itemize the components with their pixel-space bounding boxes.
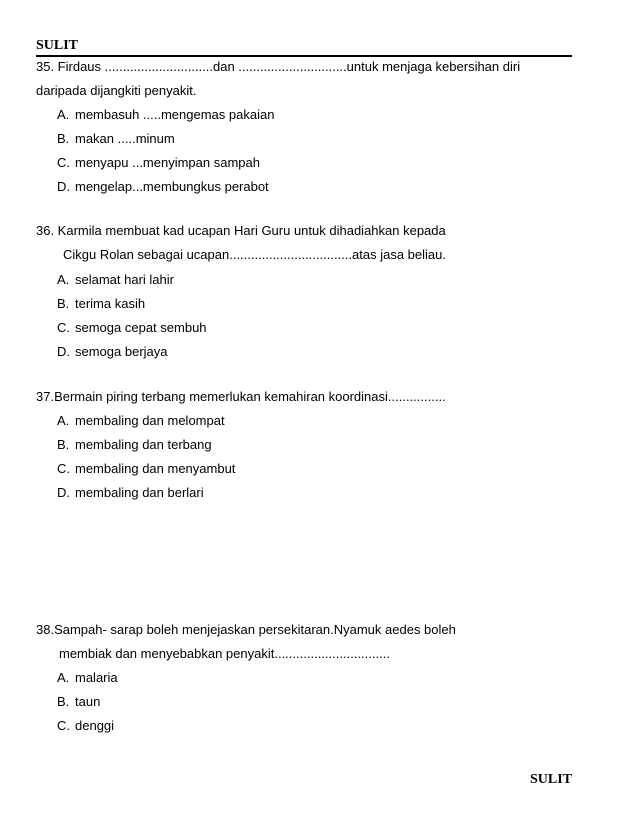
option-text: terima kasih bbox=[75, 296, 146, 311]
question-37-option-c bbox=[57, 461, 235, 477]
option-text: membaling dan berlari bbox=[75, 485, 204, 500]
option-letter: A. bbox=[57, 670, 70, 685]
option-text: semoga berjaya bbox=[75, 344, 168, 359]
option-text: mengelap...membungkus perabot bbox=[75, 179, 269, 194]
option-letter: C. bbox=[57, 155, 70, 170]
option-text: membaling dan melompat bbox=[75, 413, 225, 428]
question-37-option-a bbox=[57, 413, 225, 429]
header-label: SULIT bbox=[36, 38, 79, 53]
option-letter: D. bbox=[57, 344, 70, 359]
option-text: membaling dan terbang bbox=[75, 437, 212, 452]
option-letter: C. bbox=[57, 320, 70, 335]
question-35-line-1: 35. Firdaus ..............................dan ..............................untuk menjaga kebersihan diri bbox=[36, 59, 521, 74]
option-text: selamat hari lahir bbox=[75, 272, 174, 287]
option-letter: C. bbox=[57, 718, 70, 733]
question-38-option-c bbox=[57, 718, 114, 734]
option-letter: A. bbox=[57, 413, 70, 428]
option-text: malaria bbox=[75, 670, 118, 685]
question-35-line-2: daripada dijangkiti penyakit. bbox=[36, 83, 197, 98]
question-38-option-b bbox=[57, 694, 100, 710]
question-37-option-b bbox=[57, 437, 212, 453]
option-letter: A. bbox=[57, 107, 70, 122]
option-letter: A. bbox=[57, 272, 70, 287]
question-35-option-c bbox=[57, 155, 260, 171]
question-36-option-b bbox=[57, 296, 145, 312]
question-37-line-1: 37.Bermain piring terbang memerlukan kemahiran koordinasi................ bbox=[36, 389, 446, 404]
question-36-line-2: Cikgu Rolan sebagai ucapan..................................atas jasa beliau. bbox=[63, 247, 446, 262]
question-36-option-d bbox=[57, 344, 168, 360]
option-letter: D. bbox=[57, 179, 70, 194]
option-text: menyapu ...menyimpan sampah bbox=[75, 155, 260, 170]
option-letter: C. bbox=[57, 461, 70, 476]
option-text: denggi bbox=[75, 718, 115, 733]
question-38-line-2: membiak dan menyebabkan penyakit................................ bbox=[59, 646, 390, 661]
option-letter: D. bbox=[57, 485, 70, 500]
header-rule bbox=[36, 55, 572, 57]
footer-label: SULIT bbox=[529, 772, 572, 787]
option-text: taun bbox=[75, 694, 101, 709]
question-35-option-b bbox=[57, 131, 175, 147]
question-36-option-a bbox=[57, 272, 174, 288]
question-37-option-d bbox=[57, 485, 204, 501]
option-text: membaling dan menyambut bbox=[75, 461, 236, 476]
option-letter: B. bbox=[57, 296, 70, 311]
option-letter: B. bbox=[57, 131, 70, 146]
option-text: membasuh .....mengemas pakaian bbox=[75, 107, 275, 122]
option-text: makan .....minum bbox=[75, 131, 175, 146]
option-letter: B. bbox=[57, 437, 70, 452]
option-text: semoga cepat sembuh bbox=[75, 320, 207, 335]
question-35-option-d bbox=[57, 179, 269, 195]
question-36-option-c bbox=[57, 320, 207, 336]
question-35-option-a bbox=[57, 107, 274, 123]
option-letter: B. bbox=[57, 694, 70, 709]
question-36-line-1: 36. Karmila membuat kad ucapan Hari Guru untuk dihadiahkan kepada bbox=[36, 223, 446, 238]
question-38-line-1: 38.Sampah- sarap boleh menjejaskan persekitaran.Nyamuk aedes boleh bbox=[36, 622, 456, 637]
question-38-option-a bbox=[57, 670, 118, 686]
